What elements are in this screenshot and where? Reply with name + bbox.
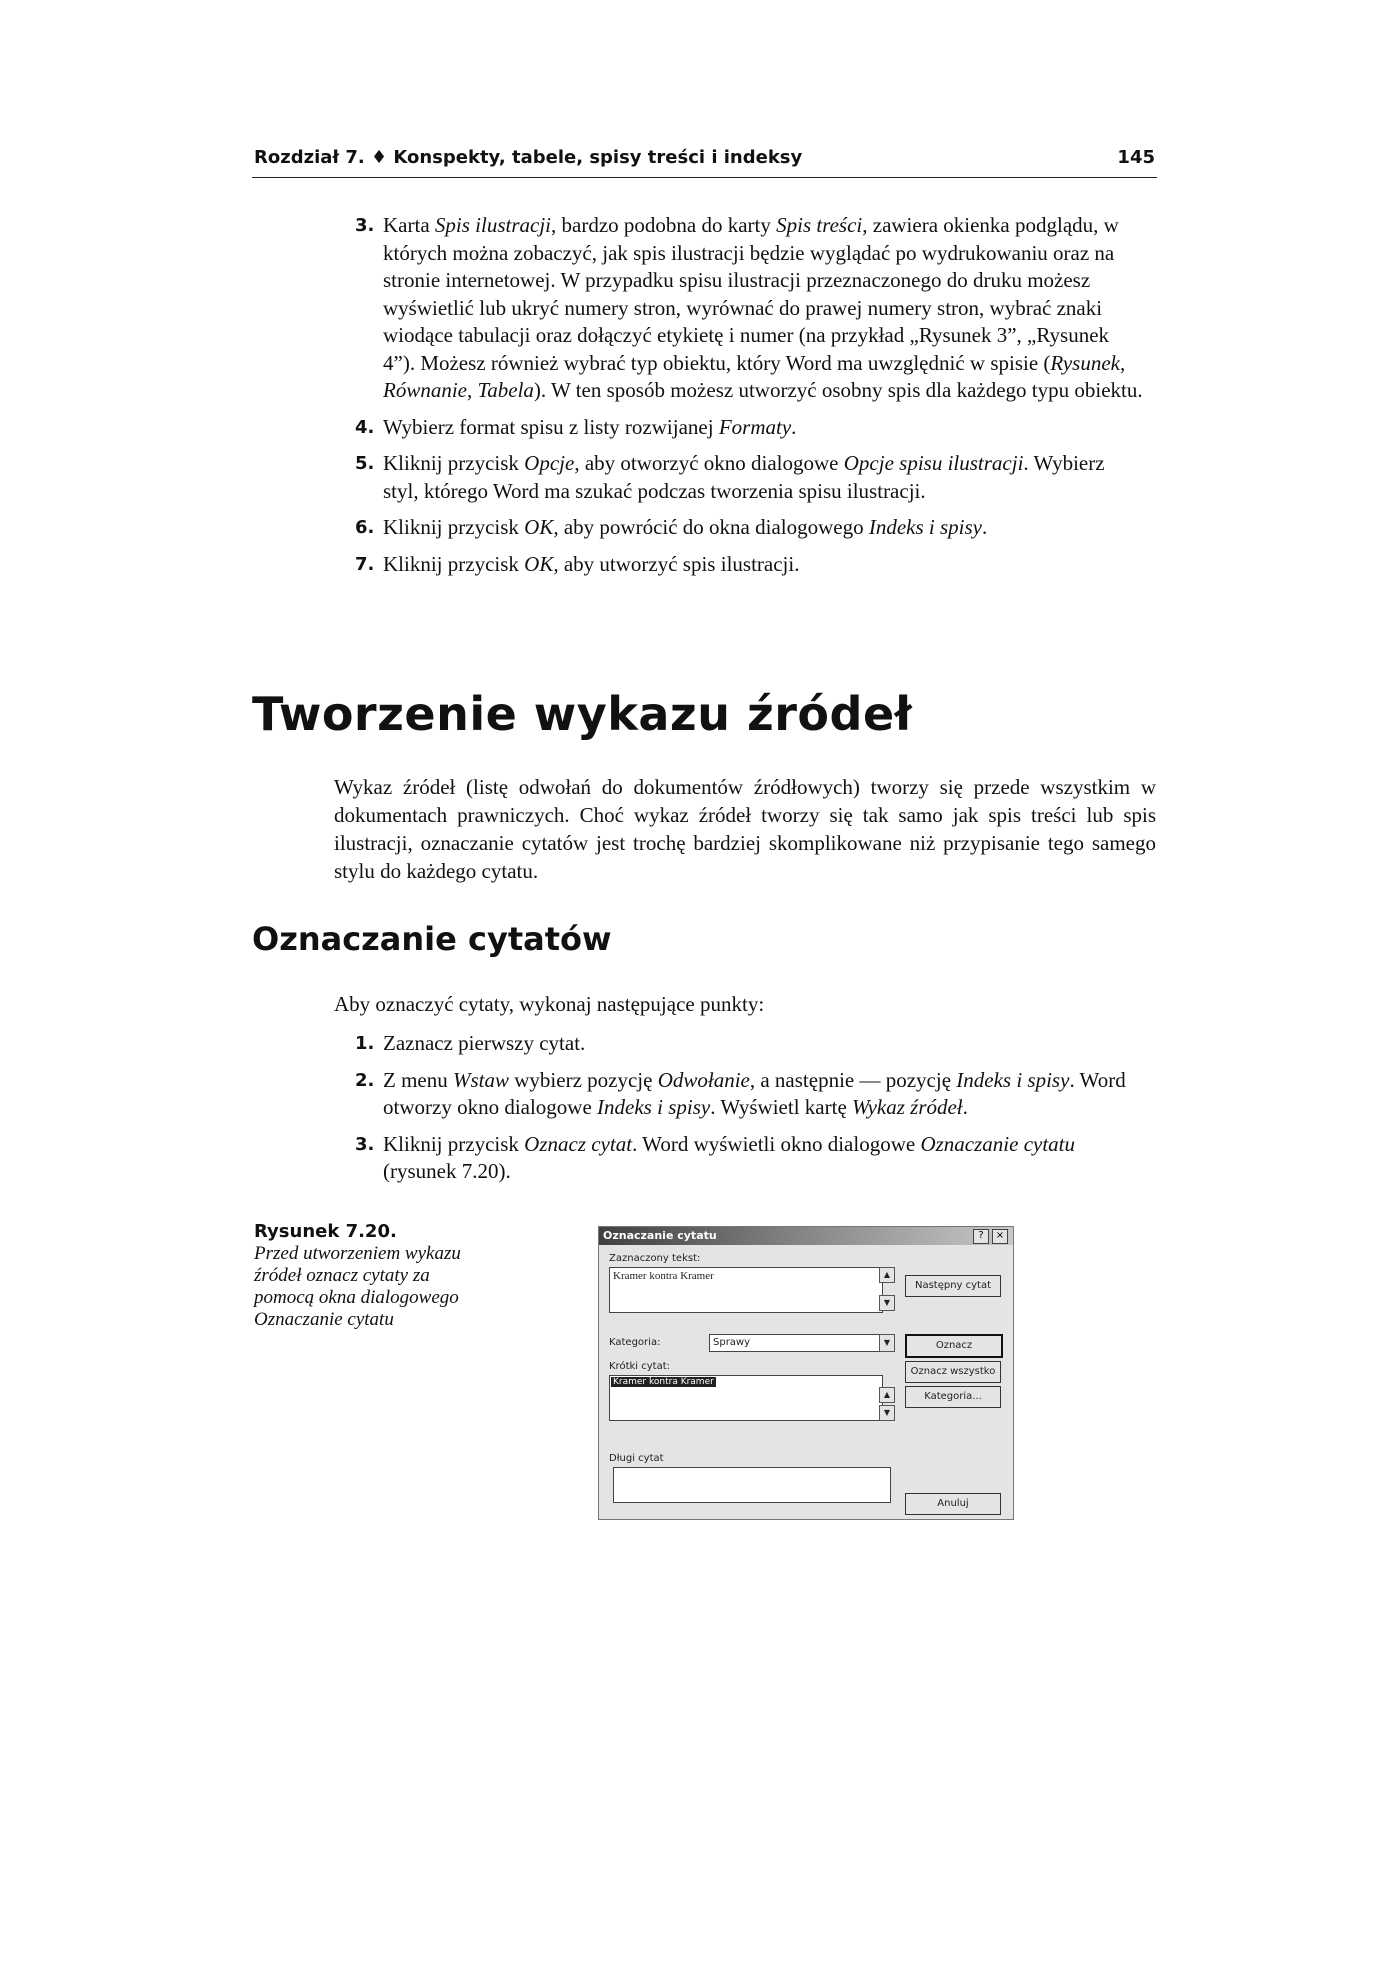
list-item [355,1030,1145,1058]
item-number: 1. [355,1033,375,1054]
help-button[interactable]: ? [973,1229,989,1244]
chevron-down-icon[interactable]: ▼ [879,1334,895,1352]
dialog-title: Oznaczanie cytatu [603,1229,717,1242]
item-number: 3. [355,215,375,236]
item-text: Z menu Wstaw wybierz pozycję Odwołanie, a następnie — pozycję Indeks i spisy. Word otworzy okno dialogowe Indeks i spisy. Wyświetl kartę Wykaz źródeł. [383,1067,1126,1119]
category-value: Sprawy [713,1337,751,1348]
category-button[interactable]: Kategoria... [905,1386,1001,1408]
item-number: 2. [355,1069,375,1091]
list-item [355,450,1145,505]
steps-list-top [355,212,1145,587]
item-number: 7. [355,553,375,575]
item-text: Wybierz format spisu z listy rozwijanej Formaty. [383,414,797,439]
caption-title: Rysunek 7.20. [254,1221,397,1242]
list-item [355,1131,1145,1186]
mark-all-button[interactable]: Oznacz wszystko [905,1361,1001,1383]
scroll-down-icon[interactable]: ▼ [879,1295,895,1311]
list-item [355,1067,1145,1122]
item-text: Karta Spis ilustracji, bardzo podobna do karty Spis treści, zawiera okienka podglądu, w których można zobaczyć, jak spis ilustracji będzie wyglądać po wydrukowaniu oraz na stronie internetowej. W przypadku spisu ilustracji przeznaczonego do druku możesz wyświetlić lub ukryć numery stron, wyrównać do prawej numery stron, wybrać znaki wiodące tabulacji oraz dołączyć etykietę i numer (na przykład „Rysunek 3”, „Rysunek 4”). Możesz również wybrać typ obiektu, który Word ma uwzględnić w spisie (Rysunek, Równanie, Tabela). W ten sposób możesz utworzyć osobny spis dla każdego typu obiektu. [383,213,1143,402]
list-item [355,514,1145,542]
selected-text-label: Zaznaczony tekst: [609,1253,701,1264]
selected-text-value: Kramer kontra Kramer [613,1270,714,1282]
short-citation-label: Krótki cytat: [609,1361,670,1372]
mark-citation-dialog [598,1226,1014,1520]
short-citation-value: Kramer kontra Kramer [613,1377,714,1387]
caption-text: Przed utworzeniem wykazu źródeł oznacz cytaty za pomocą okna dialogowego Oznaczanie cytatu [254,1243,461,1330]
subsection-heading: Oznaczanie cytatów [252,920,612,958]
scroll-up-icon[interactable]: ▲ [879,1387,895,1403]
mark-button[interactable]: Oznacz [905,1334,1003,1358]
category-select[interactable] [709,1334,883,1352]
list-item [355,212,1145,405]
close-button[interactable]: × [992,1229,1008,1244]
item-number: 3. [355,1133,375,1155]
short-citation-field[interactable] [609,1375,883,1421]
intro-paragraph: Wykaz źródeł (listę odwołań do dokumentów źródłowych) tworzy się przede wszystkim w dokumentach prawniczych. Choć wykaz źródeł tworzy się tak samo jak spis treści lub spis ilustracji, oznaczanie cytatów jest trochę bardziej skomplikowane niż przypisanie tego samego stylu do każdego cytatu. [334,775,1156,883]
chapter-title: Rozdział 7. ♦ Konspekty, tabele, spisy treści i indeksy [254,147,803,168]
item-number: 5. [355,453,375,474]
category-label: Kategoria: [609,1337,661,1348]
steps-list-bottom [355,1030,1145,1195]
item-text: Kliknij przycisk OK, aby utworzyć spis ilustracji. [383,551,800,576]
scroll-down-icon[interactable]: ▼ [879,1405,895,1421]
list-item [355,414,1145,442]
item-text: Kliknij przycisk Opcje, aby otworzyć okno dialogowe Opcje spisu ilustracji. Wybierz styl, którego Word ma szukać podczas tworzenia spisu ilustracji. [383,451,1105,503]
item-number: 4. [355,416,375,438]
page-header [252,147,1157,178]
dialog-titlebar [599,1227,1013,1245]
page-number: 145 [1117,147,1155,168]
item-text: Kliknij przycisk Oznacz cytat. Word wyświetli okno dialogowe Oznaczanie cytatu (rysunek 7.20). [383,1131,1076,1183]
item-text: Kliknij przycisk OK, aby powrócić do okna dialogowego Indeks i spisy. [383,515,988,539]
item-number: 6. [355,517,375,538]
cancel-button[interactable]: Anuluj [905,1493,1001,1515]
selected-text-field[interactable] [609,1267,883,1313]
next-citation-button[interactable]: Następny cytat [905,1275,1001,1297]
list-item [355,551,1145,579]
steps-intro: Aby oznaczyć cytaty, wykonaj następujące punkty: [334,992,765,1016]
item-text: Zaznacz pierwszy cytat. [383,1031,586,1055]
long-citation-field[interactable] [613,1467,891,1503]
long-citation-label: Długi cytat [609,1453,664,1464]
figure-caption [254,1221,464,1331]
scroll-up-icon[interactable]: ▲ [879,1267,895,1283]
section-heading: Tworzenie wykazu źródeł [252,687,913,741]
